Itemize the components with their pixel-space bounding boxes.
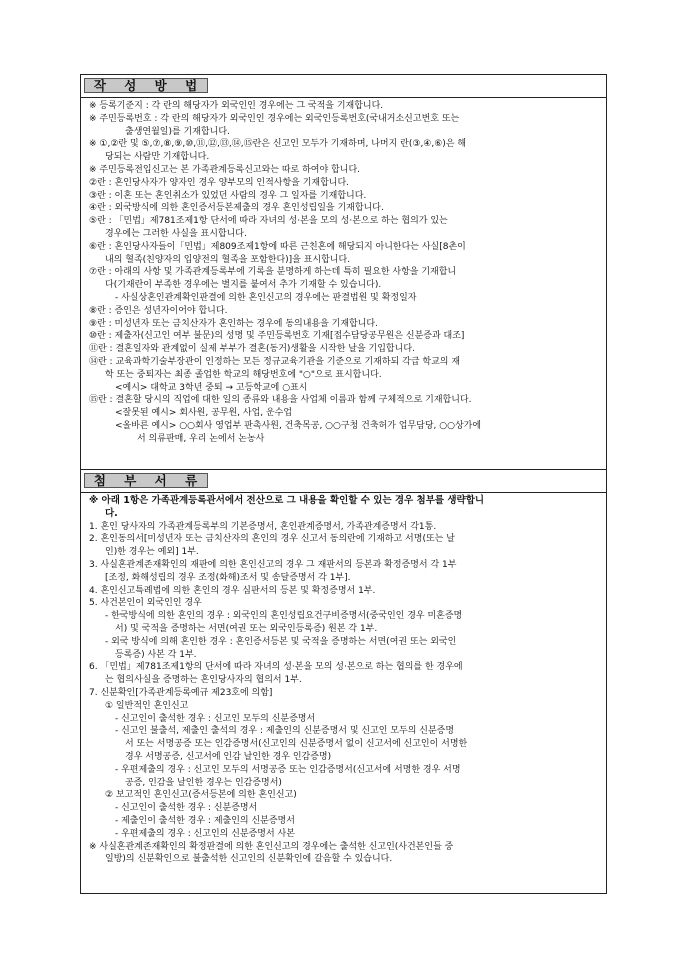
section1-line: ⑭란 : 교육과학기술부장관이 인정하는 모든 정규교육기관을 기준으로 기재하되 각급 학교의 재 — [89, 356, 461, 367]
section2-line: - 신고인이 출석한 경우 : 신고인 모두의 신분증명서 — [115, 713, 316, 724]
section1-line: 당되는 사람만 기재합니다. — [105, 152, 210, 163]
section2-line: - 외국 방식에 의해 혼인한 경우 : 혼인증서등본 및 국적을 증명하는 서면(여권 또는 외국인 — [105, 636, 457, 647]
section1-line: 경우에는 그러한 사실을 표시합니다. — [105, 228, 247, 239]
section2-line: 공증, 인감을 날인한 경우는 인감증명서) — [125, 777, 282, 788]
section1-line: 다(기재란이 부족한 경우에는 별지를 붙여서 추가 기재할 수 있습니다). — [105, 280, 382, 291]
section1-line: ③란 : 이혼 또는 혼인취소가 있었던 사람의 경우 그 일자를 기재합니다. — [89, 190, 367, 201]
section1-line: <올바른 예시> ○○회사 영업부 판촉사원, 건축목공, ○○구청 건축허가 업무담당, ○○상가에 — [115, 420, 482, 431]
section2-line: 7. 신분확인[가족관계등록예규 제23호에 의함] — [89, 687, 273, 698]
section2-line: ① 일반적인 혼인신고 — [105, 700, 189, 711]
section1-line: 출생연월일)를 기재합니다. — [125, 126, 230, 137]
writing-method-header — [81, 75, 606, 98]
section1-line: ⑦란 : 아래의 사항 및 가족관계등록부에 기록을 분명하게 하는데 특히 필요한 사항을 기재합니 — [89, 267, 457, 278]
section1-line: 학 또는 중퇴자는 최종 졸업한 학교의 해당번호에 "○"으로 표시합니다. — [105, 369, 382, 380]
section2-line: 일방)의 신분확인으로 불출석한 신고인의 신분확인에 갈음할 수 있습니다. — [105, 854, 393, 865]
document-frame — [80, 74, 607, 894]
section2-line: 3. 사실혼관계존재확인의 재판에 의한 혼인신고의 경우 그 재판서의 등본과 확정증명서 각 1부 — [89, 559, 457, 570]
section2-line: - 제출인이 출석한 경우 : 제출인의 신분증명서 — [115, 815, 295, 826]
section1-line: ※ 주민등록번호 : 각 란의 해당자가 외국인인 경우에는 외국인등록번호(국내거소신고번호 또는 — [89, 113, 460, 124]
section1-line: 내의 혈족(친양자의 입양전의 혈족을 포함한다)]을 표시합니다. — [105, 254, 351, 265]
section1-line: ※ 등록기준지 : 각 란의 해당자가 외국인인 경우에는 그 국적을 기재합니다. — [89, 101, 384, 111]
section2-line: 서 또는 서명공증 또는 인감증명서(신고인의 신분증명서 없이 신고서에 신고인이 서명한 — [125, 739, 468, 750]
section2-line: 1. 혼인 당사자의 가족관계등록부의 기본증명서, 혼인관계증명서, 가족관계증명서 각1통. — [89, 521, 437, 532]
section2-line: ※ 사실혼관계존재확인의 확정판결에 의한 혼인신고의 경우에는 출석한 신고인(사건본인들 중 — [89, 841, 454, 852]
section1-line: - 사실상혼인관계확인판결에 의한 혼인신고의 경우에는 판결법원 및 확정일자 — [115, 292, 417, 303]
section1-line: ⑪란 : 결혼일자와 관계없이 실제 부부가 결혼(동거)생활을 시작한 날을 기입합니다. — [89, 344, 415, 355]
section1-line: ※ ①,②란 및 ⑤,⑦,⑧,⑨,⑩,⑪,⑫,⑬,⑭,⑮란은 신고인 모두가 기재하며, 나머지 란(③,④,⑥)은 해 — [89, 139, 467, 150]
section1-line: ⑮란 : 결혼할 당시의 직업에 대한 일의 종류와 내용을 사업체 이름과 함께 구체적으로 기재합니다. — [89, 395, 472, 406]
section1-line: 서 의류판매, 우리 논에서 논농사 — [137, 433, 265, 444]
section1-line: ②란 : 혼인당사자가 양자인 경우 양부모의 인적사항을 기재합니다. — [89, 177, 350, 188]
section2-line: ② 보고적인 혼인신고(증서등본에 의한 혼인신고) — [105, 790, 297, 801]
section2-line: 2. 혼인동의서[미성년자 또는 금치산자의 혼인의 경우 신고서 동의란에 기재하고 서명(또는 날 — [89, 534, 455, 545]
section1-line: ⑨란 : 미성년자 또는 금치산자가 혼인하는 경우에 동의내용을 기재합니다. — [89, 318, 378, 329]
section2-line: 6. 「민법」제781조제1항의 단서에 따라 자녀의 성·본을 모의 성·본으로 하는 협의를 한 경우에 — [89, 662, 463, 673]
section2-line: - 우편제출의 경우 : 신고인의 신분증명서 사본 — [115, 828, 295, 839]
writing-method-body — [81, 98, 606, 470]
section1-line: ⑧란 : 증인은 성년자이어야 합니다. — [89, 305, 228, 316]
section1-line: <잘못된 예시> 회사원, 공무원, 사업, 운수업 — [115, 408, 293, 419]
section1-line: ※ 주민등록전입신고는 본 가족관계등록신고와는 따로 하여야 합니다. — [89, 164, 361, 175]
section1-line: ④란 : 외국방식에 의한 혼인증서등본제출의 경우 혼인성립일을 기재합니다. — [89, 203, 384, 214]
section1-line: ⑤란 : 「민법」제781조제1항 단서에 따라 자녀의 성·본을 모의 성·본으로 하는 협의가 있는 — [89, 216, 448, 227]
section2-line: - 한국방식에 의한 혼인의 경우 : 외국인의 혼인성립요건구비증명서(중국인인 경우 미혼증명 — [105, 611, 463, 622]
section2-line: - 우편제출의 경우 : 신고인 모두의 서명공증 또는 인감증명서(신고서에 서명한 경우 서명 — [115, 764, 461, 775]
section2-line: 등록증) 사본 각 1부. — [115, 649, 197, 660]
section2-line: [조정, 화해성립의 경우 조정(화해)조서 및 송달증명서 각 1부]. — [105, 572, 351, 583]
section1-line: ⑩란 : 제출자(신고인 여부 불문)의 성명 및 주민등록번호 기재[접수담당공무원은 신분증과 대조] — [89, 331, 465, 342]
section2-line: 는 협의사실을 증명하는 혼인당사자의 협의서 1부. — [105, 675, 302, 686]
attachments-note: ※ 아래 1항은 가족관계등록관서에서 전산으로 그 내용을 확인할 수 있는 경우 첨부를 생략합니 — [89, 495, 485, 506]
section2-line: - 신고인이 출석한 경우 : 신분증명서 — [115, 803, 258, 814]
section2-line: - 신고인 불출석, 제출인 출석의 경우 : 제출인의 신분증명서 및 신고인 모두의 신분증명 — [115, 726, 455, 737]
section2-line: 서) 및 국적을 증명하는 서면(여권 또는 외국인등록증) 원본 각 1부. — [115, 623, 378, 634]
section2-line: 4. 혼인신고특례법에 의한 혼인의 경우 심판서의 등본 및 확정증명서 1부. — [89, 585, 376, 596]
section2-line: 5. 사건본인이 외국인인 경우 — [89, 598, 202, 609]
attachments-note-cont: 다. — [105, 507, 118, 519]
section2-line: 경우 서명공증, 신고서에 인감 날인한 경우 인감증명) — [125, 751, 332, 762]
attachments-header — [81, 470, 606, 493]
attachments-body — [81, 493, 606, 866]
attachments-title: 첨 부 서 류 — [84, 473, 208, 488]
writing-method-title: 작 성 방 법 — [84, 78, 208, 93]
section1-line: ⑥란 : 혼인당사자들이「민법」제809조제1항에 따른 근친혼에 해당되지 아니한다는 사실[8촌이 — [89, 241, 466, 252]
section2-line: 인)한 경우는 예외] 1부. — [105, 547, 199, 558]
section1-line: <예시> 대학교 3학년 중퇴 → 고등학교에 ○표시 — [115, 382, 308, 393]
